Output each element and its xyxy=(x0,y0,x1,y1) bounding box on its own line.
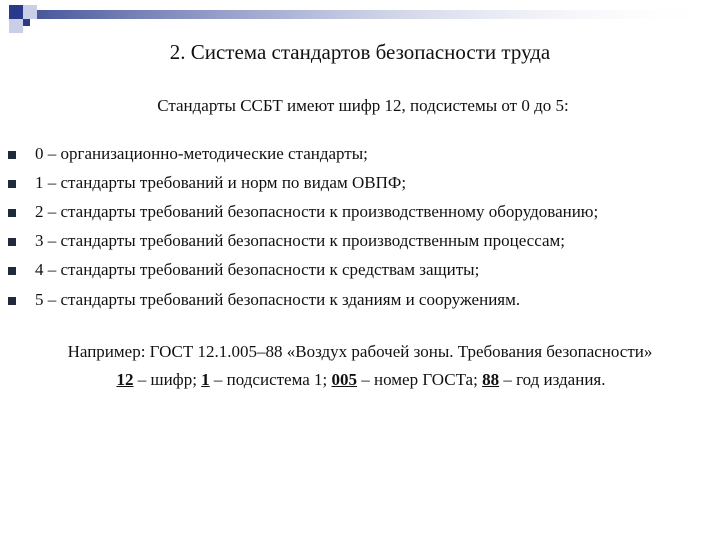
decor-square-dark-small xyxy=(23,19,30,26)
slide-subtitle: Стандарты ССБТ имеют шифр 12, подсистемы от 0 до 5: xyxy=(157,96,569,115)
decor-square-light xyxy=(23,5,37,19)
square-bullet-icon xyxy=(8,297,16,305)
square-bullet-icon xyxy=(8,238,16,246)
square-bullet-icon xyxy=(8,151,16,159)
code-part-number: 005 xyxy=(331,370,358,389)
code-part-subsystem-label: – подсистема 1; xyxy=(209,370,332,389)
example-line: Например: ГОСТ 12.1.005–88 «Воздух рабочей зоны. Требования безопасности» xyxy=(67,342,653,361)
list-item-text: 5 – стандарты требований безопасности к зданиям и сооружениям. xyxy=(35,289,521,309)
code-part-subsystem: 1 xyxy=(201,370,210,389)
subsystem-list xyxy=(8,139,714,314)
decor-square-dark xyxy=(9,5,23,19)
list-item xyxy=(8,256,714,285)
list-item xyxy=(8,139,714,168)
list-item xyxy=(8,197,714,226)
code-part-year-label: – год издания. xyxy=(499,370,606,389)
decor-gradient-bar xyxy=(37,10,720,19)
square-bullet-icon xyxy=(8,209,16,217)
list-item xyxy=(8,285,714,314)
list-item-text: 0 – организационно-методические стандарты; xyxy=(35,143,368,163)
header-decoration xyxy=(0,0,720,40)
list-item xyxy=(8,227,714,256)
code-decoding-line xyxy=(0,370,720,390)
decor-square-light-lower xyxy=(9,19,23,33)
list-item xyxy=(8,168,714,197)
list-item-text: 1 – стандарты требований и норм по видам ОВПФ; xyxy=(35,172,407,192)
code-part-cipher: 12 xyxy=(116,370,134,389)
code-part-cipher-label: – шифр; xyxy=(133,370,202,389)
list-item-text: 4 – стандарты требований безопасности к средствам защиты; xyxy=(35,260,480,280)
slide-title: 2. Система стандартов безопасности труда xyxy=(169,40,551,64)
code-part-number-label: – номер ГОСТа; xyxy=(357,370,483,389)
list-item-text: 3 – стандарты требований безопасности к производственным процессам; xyxy=(35,231,565,251)
square-bullet-icon xyxy=(8,267,16,275)
list-item-text: 2 – стандарты требований безопасности к производственному оборудованию; xyxy=(35,201,599,221)
code-part-year: 88 xyxy=(482,370,500,389)
square-bullet-icon xyxy=(8,180,16,188)
